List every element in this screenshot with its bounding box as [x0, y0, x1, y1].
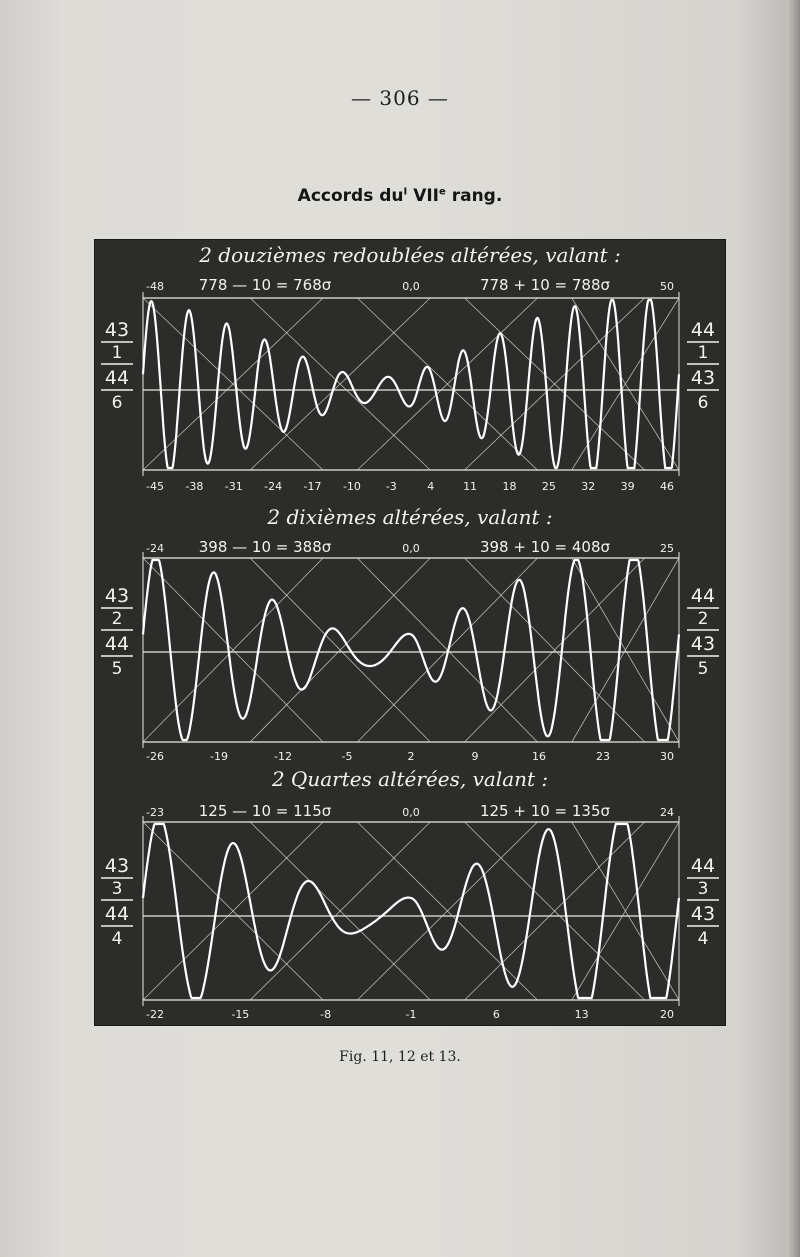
- figure-caption: Fig. 11, 12 et 13.: [339, 1049, 461, 1065]
- figure-panel-2: [101, 505, 719, 763]
- bottom-scale-number: -5: [341, 750, 353, 763]
- heading-superscript: I: [403, 186, 408, 198]
- bottom-scale-number: -8: [320, 1008, 332, 1021]
- heading-numeral: VII: [413, 186, 439, 206]
- bottom-scale-number: 23: [596, 750, 610, 763]
- bottom-scale-number: -10: [342, 480, 361, 493]
- bottom-scale-number: 20: [660, 1008, 674, 1021]
- bottom-scale-number: 13: [574, 1008, 589, 1021]
- left-fraction-num-2: 44: [104, 903, 130, 925]
- right-fraction-num-2: 43: [690, 633, 716, 655]
- bottom-scale-number: 30: [660, 750, 674, 763]
- bottom-scale-number: -45: [146, 480, 164, 493]
- bottom-scale-number: 16: [532, 750, 546, 763]
- bottom-scale-number: 25: [541, 480, 556, 493]
- figure-panel-3: [101, 767, 719, 1021]
- bottom-scale-number: 32: [581, 480, 596, 493]
- right-fraction-den-1: 1: [697, 343, 709, 363]
- left-fraction-num-2: 44: [104, 367, 130, 389]
- bottom-scale-number: -38: [185, 480, 204, 493]
- bottom-scale-number: -12: [274, 750, 292, 763]
- bottom-scale-number: 9: [471, 750, 479, 763]
- page-number: — 306 —: [351, 86, 449, 110]
- right-fraction-num-2: 43: [690, 903, 716, 925]
- bottom-scale-number: 46: [660, 480, 674, 493]
- right-fraction-num-1: 44: [690, 585, 716, 607]
- left-fraction-num-1: 43: [104, 585, 130, 607]
- left-fraction-den-2: 4: [111, 929, 123, 949]
- right-fraction-den-1: 2: [697, 609, 709, 629]
- figure-panel-1: [101, 243, 719, 493]
- bottom-scale-number: -22: [146, 1008, 164, 1021]
- left-fraction-den-2: 6: [111, 393, 123, 413]
- bottom-scale-number: -19: [210, 750, 228, 763]
- bottom-scale-number: 4: [427, 480, 435, 493]
- panel-1-left-formula: 778 — 10 = 768σ: [198, 276, 332, 294]
- panel-3-title: 2 Quartes altérées, valant :: [271, 767, 549, 791]
- panel-2-top-right-number: 25: [660, 542, 674, 555]
- heading-prefix: Accords du: [297, 186, 404, 206]
- heading-rest: rang.: [451, 186, 503, 206]
- bottom-scale-number: -1: [405, 1008, 417, 1021]
- right-fraction-den-2: 5: [697, 659, 709, 679]
- panel-1-title: 2 douzièmes redoublées altérées, valant :: [199, 243, 621, 267]
- bottom-scale-number: -31: [224, 480, 243, 493]
- left-fraction-den-1: 1: [111, 343, 123, 363]
- waveform-curve: [143, 560, 679, 740]
- bottom-scale-number: 11: [463, 480, 478, 493]
- bottom-scale-number: 39: [620, 480, 635, 493]
- bottom-scale-number: -26: [146, 750, 164, 763]
- left-fraction-num-1: 43: [104, 319, 130, 341]
- panel-1-right-formula: 778 + 10 = 788σ: [479, 276, 611, 294]
- waveform-curve: [143, 300, 679, 468]
- panel-1-top-left-number: -48: [146, 280, 164, 293]
- bottom-scale-number: -24: [264, 480, 283, 493]
- panel-2-left-formula: 398 — 10 = 388σ: [198, 538, 332, 556]
- heading-numeral-sup: e: [439, 186, 446, 198]
- panel-1-top-right-number: 50: [660, 280, 674, 293]
- section-heading: [0, 186, 800, 206]
- panel-3-top-left-number: -23: [146, 806, 164, 819]
- panel-2-title: 2 dixièmes altérées, valant :: [267, 505, 553, 529]
- bottom-scale-number: 6: [492, 1008, 500, 1021]
- panel-1-center-label: 0,0: [402, 280, 420, 293]
- waveform-figures: [95, 240, 725, 1025]
- panel-3-center-label: 0,0: [402, 806, 420, 819]
- left-fraction-den-1: 3: [111, 879, 123, 899]
- panel-3-left-formula: 125 — 10 = 115σ: [198, 802, 332, 820]
- bottom-scale-number: -3: [385, 480, 397, 493]
- bottom-scale-number: -15: [231, 1008, 250, 1021]
- panel-3-top-right-number: 24: [660, 806, 674, 819]
- panel-2-right-formula: 398 + 10 = 408σ: [479, 538, 611, 556]
- right-fraction-den-2: 6: [697, 393, 709, 413]
- bottom-scale-number: 18: [502, 480, 517, 493]
- left-fraction-num-1: 43: [104, 855, 130, 877]
- panel-2-center-label: 0,0: [402, 542, 420, 555]
- right-fraction-num-2: 43: [690, 367, 716, 389]
- bottom-scale-number: 2: [407, 750, 415, 763]
- left-fraction-num-2: 44: [104, 633, 130, 655]
- right-fraction-num-1: 44: [690, 855, 716, 877]
- right-fraction-den-1: 3: [697, 879, 709, 899]
- waveform-curve: [143, 824, 679, 998]
- panel-3-right-formula: 125 + 10 = 135σ: [479, 802, 611, 820]
- bottom-scale-number: -17: [303, 480, 322, 493]
- right-fraction-den-2: 4: [697, 929, 709, 949]
- left-fraction-den-1: 2: [111, 609, 123, 629]
- panel-2-top-left-number: -24: [146, 542, 164, 555]
- right-fraction-num-1: 44: [690, 319, 716, 341]
- figure-plate: [95, 240, 725, 1025]
- left-fraction-den-2: 5: [111, 659, 123, 679]
